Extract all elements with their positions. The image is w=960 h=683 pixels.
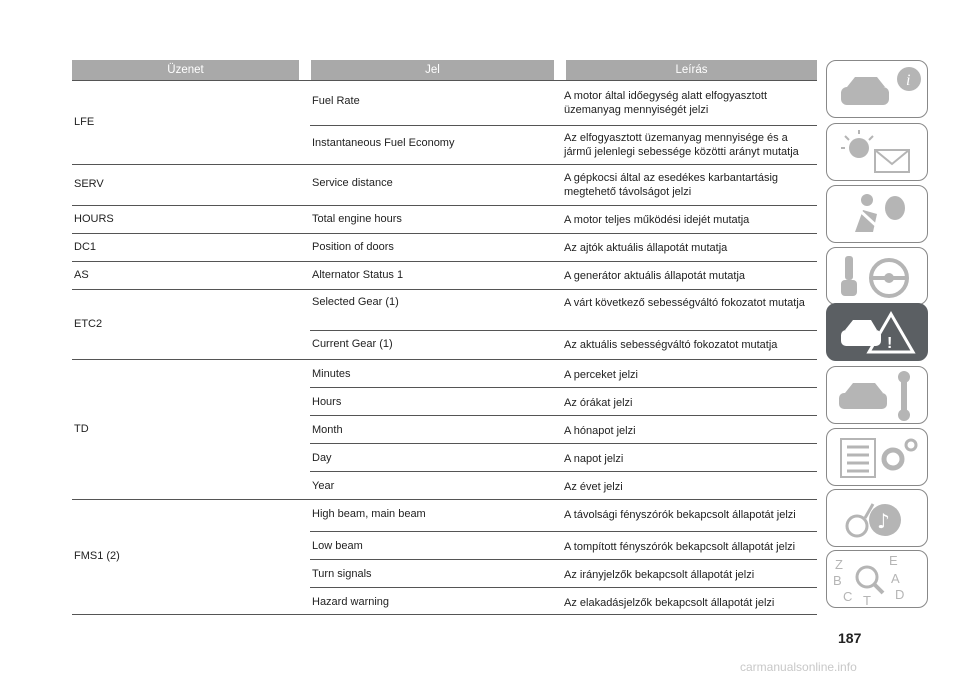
- svg-text:A: A: [891, 571, 900, 586]
- signal-cell: Total engine hours: [312, 213, 402, 225]
- key-steering-wheel-icon: [827, 248, 927, 304]
- table-row: [310, 559, 817, 587]
- table-row: [310, 387, 817, 415]
- table-header: [72, 60, 817, 80]
- signal-cell: Position of doors: [312, 241, 394, 253]
- side-tab-warning-lights-message[interactable]: [826, 123, 928, 181]
- message-cell: FMS1 (2): [74, 550, 120, 562]
- seatbelt-airbag-icon: [827, 186, 927, 242]
- svg-text:B: B: [833, 573, 842, 588]
- signal-cell: Alternator Status 1: [312, 269, 404, 281]
- table-row: [310, 125, 817, 164]
- signal-cell: High beam, main beam: [312, 508, 426, 520]
- header-description: Leírás: [566, 60, 817, 80]
- table-row: [310, 81, 817, 125]
- alphabetical-index-icon: [827, 551, 927, 607]
- table-row-group: [72, 80, 817, 164]
- signal-cell: Day: [312, 452, 332, 464]
- description-cell: Az ajtók aktuális állapotát mutatja: [564, 242, 728, 254]
- side-tab-car-info[interactable]: [826, 60, 928, 118]
- table-row: [310, 165, 817, 205]
- signal-cell: Month: [312, 424, 343, 436]
- description-cell: A hónapot jelzi: [564, 425, 636, 437]
- description-cell: A tompított fényszórók bekapcsolt állapotát jelzi: [564, 541, 796, 553]
- table-row-group: [72, 289, 817, 359]
- footer-watermark: carmanualsonline.info: [740, 660, 857, 674]
- table-row: [310, 587, 817, 614]
- message-cell: DC1: [74, 240, 97, 253]
- table-row-group: [72, 164, 817, 205]
- specifications-gear-icon: [827, 429, 927, 485]
- description-cell: A motor teljes működési idejét mutatja: [564, 214, 750, 226]
- table-row: [310, 443, 817, 471]
- table-row: [310, 234, 817, 261]
- svg-text:i: i: [906, 72, 911, 89]
- header-message: Üzenet: [72, 60, 299, 80]
- side-tab-car-emergency[interactable]: [826, 303, 928, 361]
- signal-cell: Fuel Rate: [312, 95, 360, 107]
- message-cell: HOURS: [74, 212, 114, 225]
- svg-text:D: D: [895, 587, 905, 602]
- message-cell: SERV: [74, 178, 104, 190]
- table-row: [310, 330, 817, 359]
- table-row: [310, 262, 817, 289]
- message-cell: ETC2: [74, 317, 103, 330]
- table-row-group: [72, 233, 817, 261]
- car-info-icon: [827, 61, 927, 117]
- description-cell: A várt következő sebességváltó fokozatot mutatja: [564, 297, 805, 309]
- signal-cell: Year: [312, 480, 335, 492]
- signal-cell: Service distance: [312, 177, 393, 189]
- table-body: [72, 80, 817, 615]
- svg-text:C: C: [843, 589, 853, 604]
- svg-text:T: T: [863, 593, 871, 607]
- side-tab-car-maintenance[interactable]: [826, 366, 928, 424]
- signal-cell: Current Gear (1): [312, 338, 393, 350]
- signal-cell: Hazard warning: [312, 596, 390, 608]
- table-row: [310, 290, 817, 330]
- side-tab-specifications-gear[interactable]: [826, 428, 928, 486]
- description-cell: A távolsági fényszórók bekapcsolt állapotát jelzi: [564, 509, 796, 521]
- table-row: [310, 531, 817, 559]
- side-tab-multimedia[interactable]: [826, 489, 928, 547]
- warning-lights-message-icon: [827, 124, 927, 180]
- description-cell: Az évet jelzi: [564, 481, 623, 493]
- side-tab-seatbelt-airbag[interactable]: [826, 185, 928, 243]
- svg-text:!: !: [887, 335, 893, 352]
- car-maintenance-icon: [827, 367, 927, 423]
- signal-cell: Hours: [312, 396, 342, 408]
- description-cell: Az elfogyasztott üzemanyag mennyisége és a jármű jelenlegi sebessége közötti arányt mutatja: [564, 132, 799, 158]
- table-row: [310, 415, 817, 443]
- table-row-group: [72, 205, 817, 233]
- car-emergency-icon: [827, 304, 927, 360]
- svg-text:E: E: [889, 553, 898, 568]
- description-cell: A perceket jelzi: [564, 369, 638, 381]
- signal-cell: Low beam: [312, 540, 363, 552]
- description-cell: A generátor aktuális állapotát mutatja: [564, 270, 746, 282]
- signal-cell: Instantaneous Fuel Economy: [312, 137, 455, 149]
- message-cell: TD: [74, 422, 89, 435]
- table-row: [310, 500, 817, 531]
- message-table: [72, 60, 817, 615]
- description-cell: A napot jelzi: [564, 453, 624, 465]
- description-cell: Az irányjelzők bekapcsolt állapotát jelzi: [564, 569, 755, 581]
- svg-text:♪: ♪: [877, 509, 890, 533]
- table-row: [310, 471, 817, 499]
- message-cell: LFE: [74, 115, 95, 128]
- description-cell: A gépkocsi által az esedékes karbantartásig megtehető távolságot jelzi: [564, 172, 779, 198]
- description-cell: A motor által időegység alatt elfogyasztott üzemanyag mennyiségét jelzi: [564, 90, 768, 116]
- message-cell: AS: [74, 268, 89, 281]
- side-tab-alphabetical-index[interactable]: [826, 550, 928, 608]
- header-signal: Jel: [311, 60, 554, 80]
- table-row-group: [72, 499, 817, 615]
- description-cell: Az aktuális sebességváltó fokozatot mutatja: [564, 339, 778, 351]
- table-row: [310, 360, 817, 387]
- signal-cell: Turn signals: [312, 568, 372, 580]
- multimedia-icon: [827, 490, 927, 546]
- table-row-group: [72, 261, 817, 289]
- svg-text:Z: Z: [835, 557, 843, 572]
- signal-cell: Selected Gear (1): [312, 296, 399, 308]
- description-cell: Az órákat jelzi: [564, 397, 633, 409]
- table-row-group: [72, 359, 817, 499]
- page-number: 187: [838, 630, 862, 646]
- side-tab-key-steering-wheel[interactable]: [826, 247, 928, 305]
- description-cell: Az elakadásjelzők bekapcsolt állapotát jelzi: [564, 597, 775, 609]
- table-row: [310, 206, 817, 233]
- signal-cell: Minutes: [312, 368, 351, 380]
